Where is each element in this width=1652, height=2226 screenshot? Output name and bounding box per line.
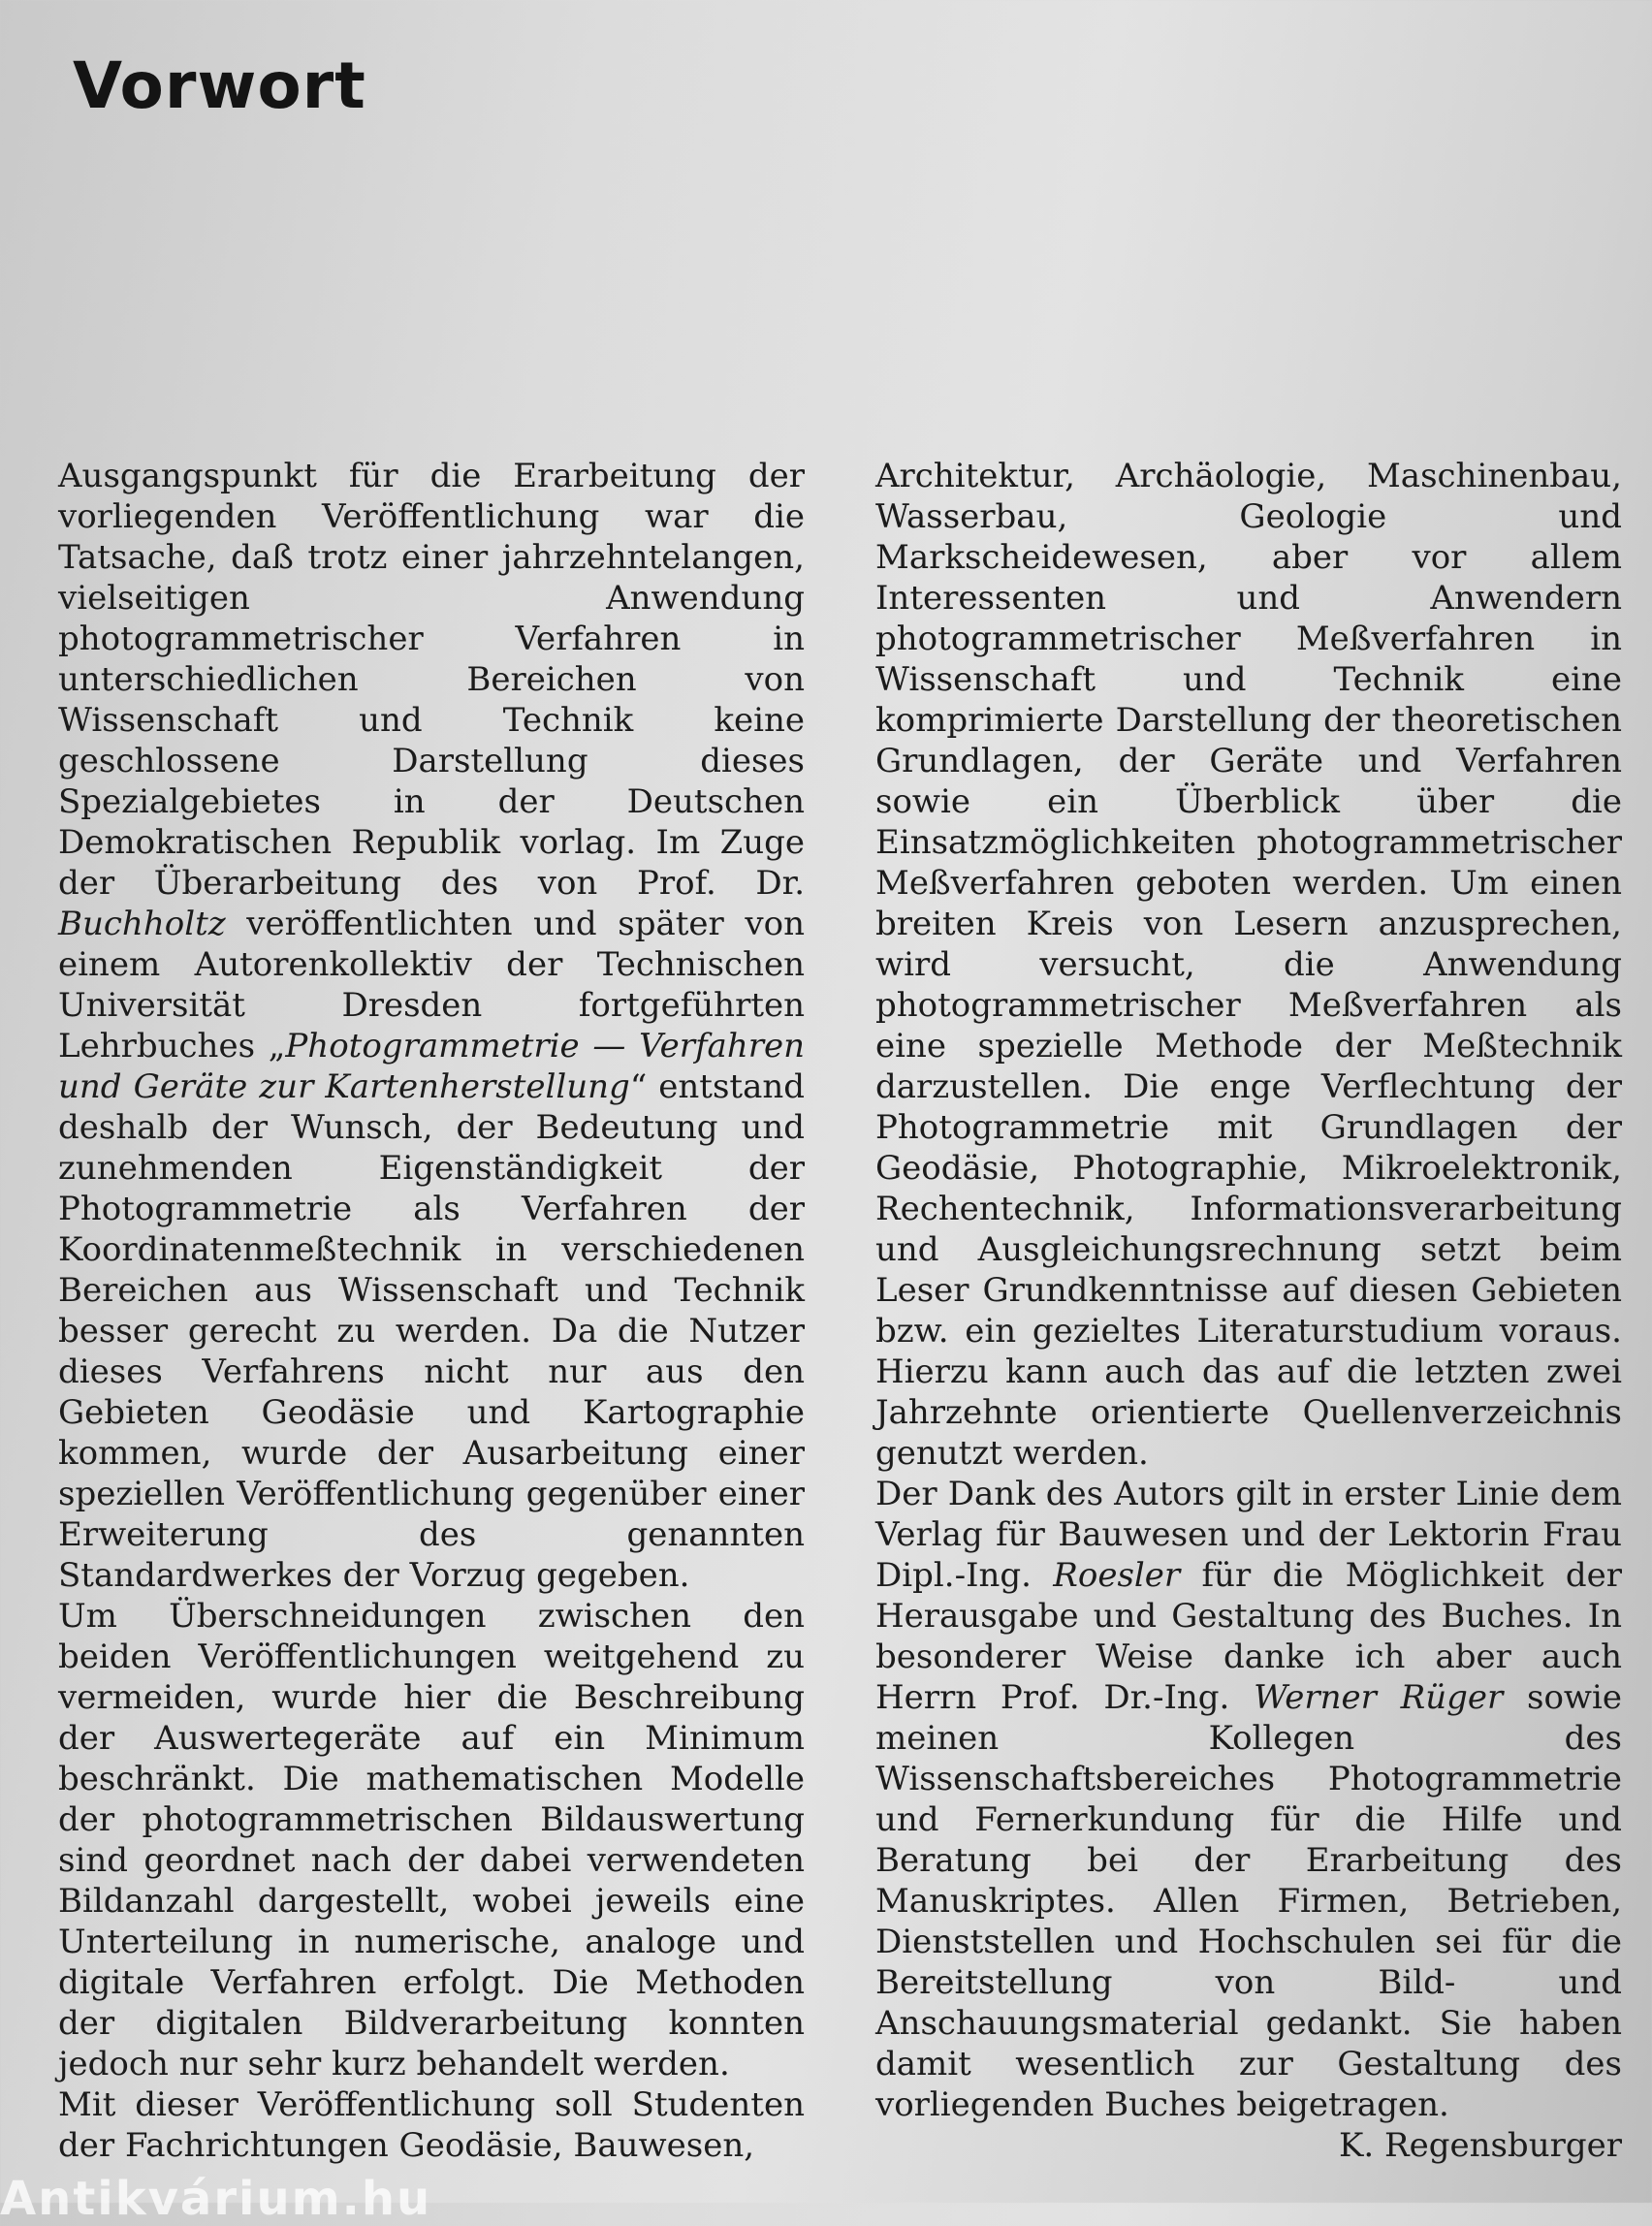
paragraph-intro: Ausgangspunkt für die Erarbeitung der vorliegenden Veröffentlichung war die Tatsache, daß trotz einer jahrzehntelangen, vielseitigen Anwendung photogrammetrischer Verfahren in unterschiedlichen Bereichen von Wissenschaft und Technik keine geschlossene Darstellung dieses Spezialgebietes in der Deutschen Demokratischen Republik vorlag. Im Zuge der Überarbeitung des von Prof. Dr. Buchholtz veröffentlichten und später von einem Autorenkollektiv der Technischen Universität Dresden fortgeführten Lehrbuches „Photogrammetrie — Verfahren und Geräte zur Kartenherstellung“ entstand deshalb der Wunsch, der Bedeutung und zunehmenden Eigenständigkeit der Photogrammetrie als Verfahren der Koordinatenmeßtechnik in verschiedenen Bereichen aus Wissenschaft und Technik besser gerecht zu werden. Da die Nutzer dieses Verfahrens nicht nur aus den Gebieten Geodäsie und Kartographie kommen, wurde der Ausarbeitung einer speziellen Veröffentlichung gegenüber einer Erweiterung des genannten Standardwerkes der Vorzug gegeben. <box>58 457 805 1595</box>
paragraph-scope: Um Überschneidungen zwischen den beiden Veröffentlichungen weitgehend zu vermeiden, wurde hier die Beschreibung der Auswertegeräte auf ein Minimum beschränkt. Die mathematischen Modelle der photogrammetrischen Bildauswertung sind geordnet nach der dabei verwendeten Bildanzahl dargestellt, wobei jeweils eine Unterteilung in numerische, analoge und digitale Verfahren erfolgt. Die Methoden der digitalen Bildverarbeitung konnten jedoch nur sehr kurz behandelt werden. <box>58 1597 805 2083</box>
person-name-roesler: Roesler <box>1053 1556 1181 1595</box>
paragraph-acknowledgements: Der Dank des Autors gilt in erster Linie dem Verlag für Bauwesen und der Lektorin Frau Dipl.-Ing. Roesler für die Möglichkeit der Herausgabe und Gestaltung des Buches. In besonderer Weise danke ich aber auch Herrn Prof. Dr.-Ing. Werner Rüger sowie meinen Kollegen des Wissenschaftsbereiches Photogrammetrie und Fernerkundung für die Hilfe und Beratung bei der Erarbeitung des Manuskriptes. Allen Firmen, Betrieben, Dienststellen und Hochschulen sei für die Bereitstellung von Bild- und Anschauungsmaterial gedankt. Sie haben damit wesentlich zur Gestaltung des vorliegenden Buches beigetragen. <box>875 1475 1623 2124</box>
watermark: Antikvárium.hu <box>0 2172 432 2226</box>
author-name-buchholtz: Buchholtz <box>58 905 226 943</box>
left-column <box>58 456 805 2166</box>
right-column <box>875 456 1622 2166</box>
paragraph-audience-continued: Architektur, Archäologie, Maschinenbau, Wasserbau, Geologie und Markscheidewesen, aber vor allem Interessenten und Anwendern photogrammetrischer Meßverfahren in Wissenschaft und Technik eine komprimierte Darstellung der theoretischen Grundlagen, der Geräte und Verfahren sowie ein Überblick über die Einsatzmöglichkeiten photogrammetrischer Meßverfahren geboten werden. Um einen breiten Kreis von Lesern anzusprechen, wird versucht, die Anwendung photogrammetrischer Meßverfahren als eine spezielle Methode der Meßtechnik darzustellen. Die enge Verflechtung der Photogrammetrie mit Grundlagen der Geodäsie, Photographie, Mikroelektronik, Rechentechnik, Informationsverarbeitung und Ausgleichungsrechnung setzt beim Leser Grundkenntnisse auf diesen Gebieten bzw. ein gezieltes Literaturstudium voraus. Hierzu kann auch das auf die letzten zwei Jahrzehnte orientierte Quellenverzeichnis genutzt werden. <box>875 457 1622 1473</box>
page-title: Vorwort <box>73 48 366 123</box>
author-signature: K. Regensburger <box>1338 2126 1622 2165</box>
book-title: Photogrammetrie — Verfahren und Geräte zur Kartenherstellung <box>58 1027 805 1106</box>
person-name-rueger: Werner Rüger <box>1254 1678 1504 1717</box>
paragraph-audience-start: Mit dieser Veröffentlichung soll Studenten der Fachrichtungen Geodäsie, Bauwesen, <box>58 2085 805 2165</box>
